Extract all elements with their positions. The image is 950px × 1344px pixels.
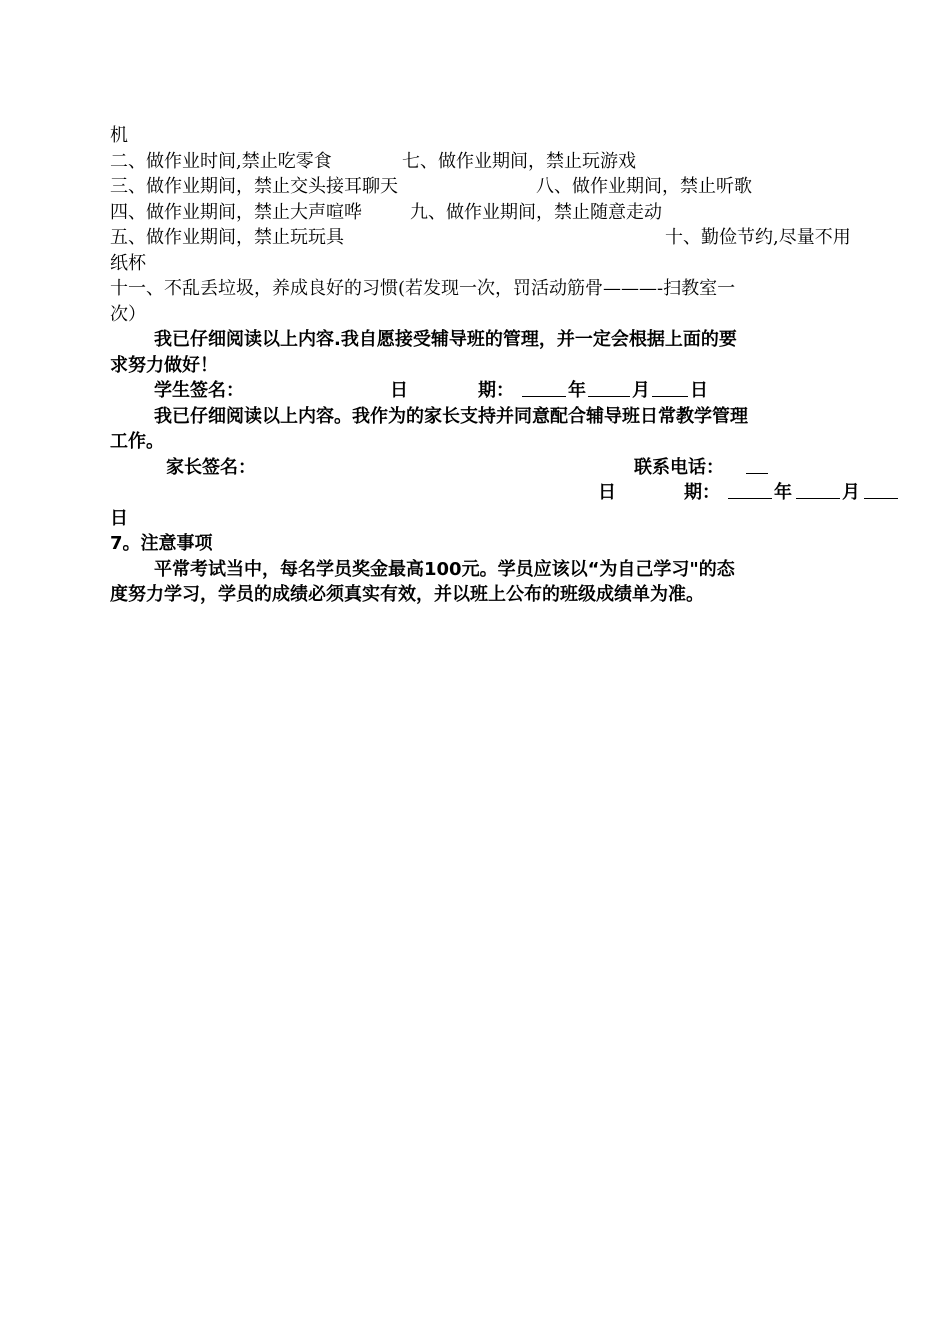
rule-row-3-8 xyxy=(110,174,900,200)
parent-year-field[interactable] xyxy=(728,480,772,507)
parent-sign-label: 家长签名： xyxy=(166,456,256,478)
rule-10-continuation xyxy=(110,251,900,277)
parent-phone-label: 联系电话： xyxy=(634,456,724,478)
rule-11-continuation xyxy=(110,302,900,328)
student-month-label: 月 xyxy=(632,380,650,401)
parent-date-label-b: 期： xyxy=(684,482,720,503)
student-statement-line2: 求努力做好！ xyxy=(110,354,218,376)
rule-11 xyxy=(110,276,900,302)
student-month-field[interactable] xyxy=(588,378,630,405)
parent-statement xyxy=(110,404,900,430)
document-page xyxy=(110,123,900,608)
rule-4-text: 四、做作业期间，禁止大声喧哗 xyxy=(110,201,362,223)
student-signature-row xyxy=(110,378,900,404)
parent-year-label: 年 xyxy=(774,482,792,503)
rule-1-tail-text: 机 xyxy=(110,125,128,146)
rule-10-text: 十、勤俭节约,尽量不用 xyxy=(665,227,851,248)
notes-paragraph-continuation xyxy=(110,582,900,608)
rule-5-text: 五、做作业期间，禁止玩玩具 xyxy=(110,227,344,248)
rule-11-text: 十一、不乱丢垃圾，养成良好的习惯(若发现一次，罚活动筋骨———-扫教室一 xyxy=(110,278,736,299)
rule-1-continuation xyxy=(110,123,900,149)
parent-month-field[interactable] xyxy=(796,480,840,507)
parent-statement-continuation xyxy=(110,429,900,455)
parent-date-row xyxy=(110,480,900,506)
rule-10-tail-text: 纸杯 xyxy=(110,252,146,274)
parent-date-continuation xyxy=(110,506,900,532)
student-day-field[interactable] xyxy=(652,378,688,405)
student-sign-label: 学生签名： xyxy=(154,380,244,401)
rule-row-2-7 xyxy=(110,149,900,175)
student-statement-continuation xyxy=(110,353,900,379)
parent-signature-row xyxy=(110,455,900,481)
student-statement xyxy=(110,327,900,353)
student-date-label-a: 日 xyxy=(390,380,408,401)
rule-row-4-9 xyxy=(110,200,900,226)
parent-phone-field[interactable] xyxy=(746,455,768,482)
notes-line1: 平常考试当中，每名学员奖金最高100元。学员应该以“为自己学习"的态 xyxy=(154,558,735,580)
notes-line2: 度努力学习，学员的成绩必须真实有效，并以班上公布的班级成绩单为准。 xyxy=(110,584,704,605)
student-date-label-b: 期： xyxy=(478,380,514,401)
parent-month-label: 月 xyxy=(842,482,860,503)
parent-day-label: 日 xyxy=(110,507,128,529)
rule-9-text: 九、做作业期间，禁止随意走动 xyxy=(410,201,662,223)
rule-11-tail-text: 次） xyxy=(110,303,146,325)
rule-8-text: 八、做作业期间，禁止听歌 xyxy=(536,176,752,197)
student-year-field[interactable] xyxy=(522,378,566,405)
parent-statement-line2: 工作。 xyxy=(110,431,164,452)
notes-heading-row xyxy=(110,531,900,557)
rule-2-text: 二、做作业时间,禁止吃零食 xyxy=(110,150,332,172)
parent-day-field[interactable] xyxy=(864,480,898,507)
notes-paragraph xyxy=(110,557,900,583)
rule-3-text: 三、做作业期间，禁止交头接耳聊天 xyxy=(110,176,398,197)
rule-7-text: 七、做作业期间，禁止玩游戏 xyxy=(402,150,636,172)
student-year-label: 年 xyxy=(568,380,586,401)
rule-row-5-10 xyxy=(110,225,900,251)
student-day-label: 日 xyxy=(690,380,708,401)
parent-date-label-a: 日 xyxy=(598,482,616,503)
student-statement-line1: 我已仔细阅读以上内容.我自愿接受辅导班的管理，并一定会根据上面的要 xyxy=(154,329,737,350)
notes-heading: 7。注意事项 xyxy=(110,533,213,554)
parent-statement-line1: 我已仔细阅读以上内容。我作为的家长支持并同意配合辅导班日常教学管理 xyxy=(154,405,748,427)
